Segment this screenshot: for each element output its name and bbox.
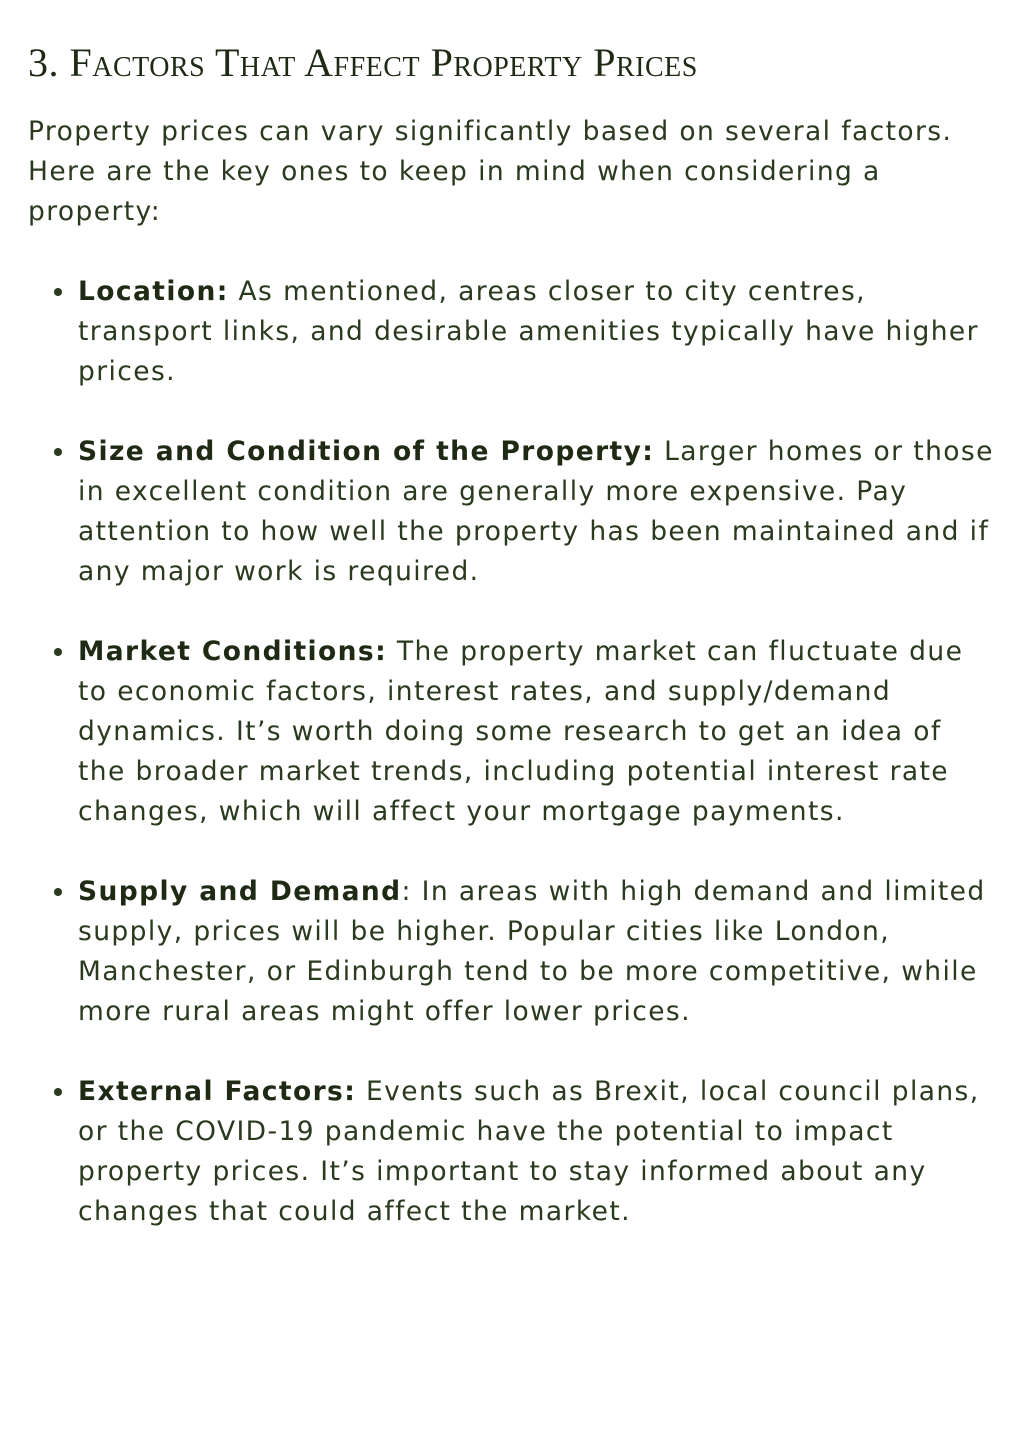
factor-term: Supply and Demand xyxy=(78,876,402,907)
factor-description: Events such as Brexit, local council plans, or the COVID-19 pandemic have the potential to impact property prices. It’s important to stay informed about any changes that could affect the market. xyxy=(78,1076,980,1227)
bullet-icon xyxy=(54,1088,62,1096)
intro-paragraph: Property prices can vary significantly based on several factors. Here are the key ones to keep in mind when considering a property: xyxy=(28,116,953,227)
factor-item-size-condition xyxy=(28,432,994,592)
factor-term: External Factors: xyxy=(78,1076,357,1107)
factor-term: Size and Condition of the Property: xyxy=(78,436,655,467)
factor-description: The property market can fluctuate due to economic factors, interest rates, and supply/demand dynamics. It’s worth doing some research to get an idea of the broader market trends, including potential interest rate changes, which will affect your mortgage payments. xyxy=(78,636,964,827)
bullet-icon xyxy=(54,288,62,296)
factor-description: Larger homes or those in excellent condition are generally more expensive. Pay attention to how well the property has been maintained and if any major work is required. xyxy=(78,436,994,587)
factor-description: As mentioned, areas closer to city centres, transport links, and desirable amenities typically have higher prices. xyxy=(78,276,979,387)
bullet-icon xyxy=(54,888,62,896)
bullet-icon xyxy=(54,648,62,656)
factor-item-supply-demand xyxy=(28,872,994,1032)
bullet-icon xyxy=(54,448,62,456)
factor-list xyxy=(28,272,994,1232)
factor-item-location xyxy=(28,272,994,392)
factor-term: Location: xyxy=(78,276,229,307)
factor-item-external-factors xyxy=(28,1072,994,1232)
factor-description: : In areas with high demand and limited supply, prices will be higher. Popular cities like London, Manchester, or Edinburgh tend to be more competitive, while more rural areas might offer lower prices. xyxy=(78,876,986,1027)
factor-term: Market Conditions: xyxy=(78,636,388,667)
factor-item-market-conditions xyxy=(28,632,994,832)
section-title: 3. Factors That Affect Property Prices xyxy=(28,40,698,85)
